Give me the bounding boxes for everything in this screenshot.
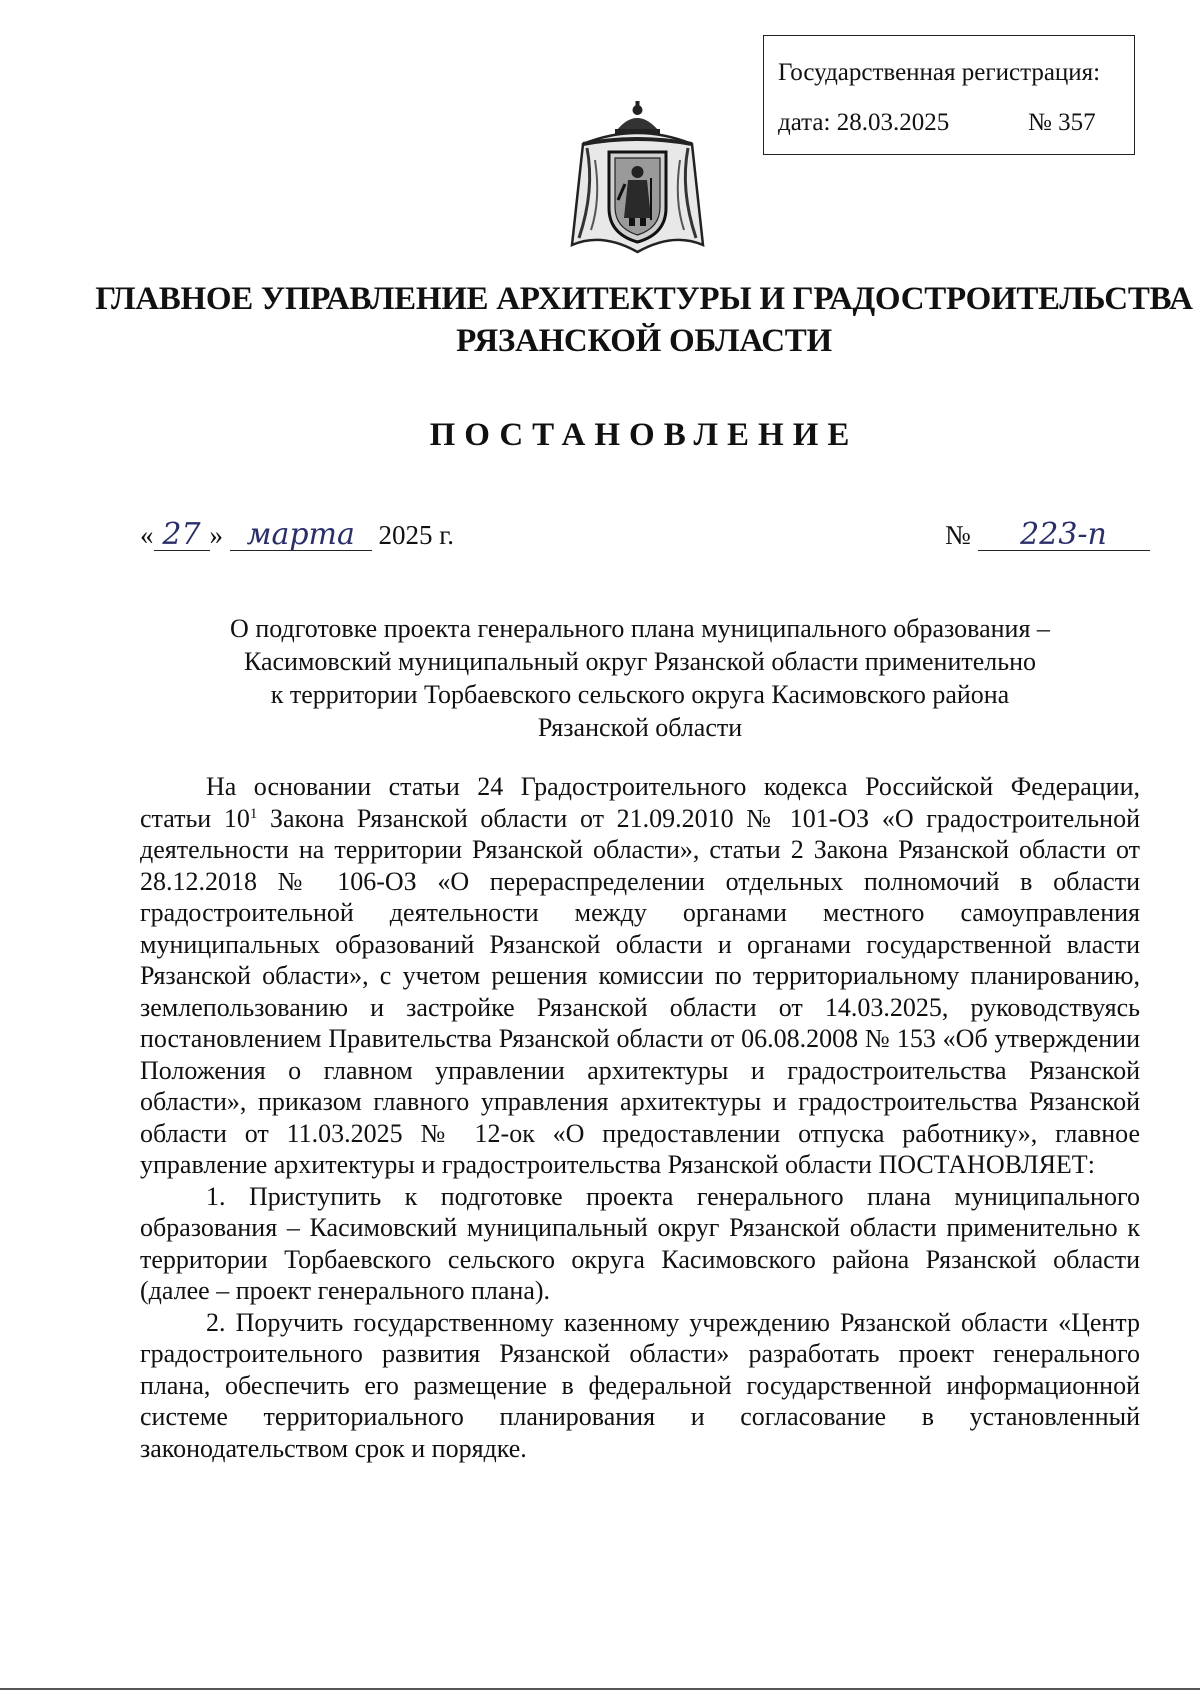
document-number-label: №	[945, 520, 971, 550]
preamble-superscript: 1	[249, 805, 258, 822]
agency-name-line2: РЯЗАНСКОЙ ОБЛАСТИ	[456, 323, 832, 359]
registration-title: Государственная регистрация:	[778, 59, 1101, 86]
registration-date: дата: 28.03.2025	[778, 109, 950, 136]
date-month-handwritten: марта	[230, 520, 372, 551]
date-open-quote: «	[140, 520, 154, 550]
document-date	[140, 517, 455, 552]
document-type: ПОСТАНОВЛЕНИЕ	[429, 417, 859, 453]
preamble-text-start: На основании статьи 24 Градостроительного кодекса Российской Федерации, статьи 10	[140, 772, 1140, 833]
registration-stamp	[763, 35, 1135, 155]
page-bottom-edge	[0, 1688, 1200, 1690]
subject-line: Касимовский муниципальный округ Рязанской области применительно	[243, 647, 1037, 676]
date-year: 2025 г.	[378, 520, 455, 550]
registration-number: № 357	[1028, 109, 1096, 136]
body-paragraph-item-1: 1. Приступить к подготовке проекта генерального плана муниципального образования – Касимовский муниципальный округ Рязанской области применительно к территории Торбаевского сельского округа Касимовского района Рязанской области (далее – проект генерального плана).	[140, 1181, 1140, 1305]
document-number	[945, 517, 1150, 552]
document-body	[140, 771, 1140, 1464]
subject-line: О подготовке проекта генерального плана муниципального образования –	[230, 614, 1050, 643]
date-day-handwritten: 27	[154, 520, 210, 551]
document-number-handwritten: 223-п	[978, 520, 1150, 551]
body-paragraph-item-2: 2. Поручить государственному казенному учреждению Рязанской области «Центр градостроительного развития Рязанской области» разработать проект генерального плана, обеспечить его размещение в федеральной государственной информационной системе территориального планирования и согласование в установленный законодательством срок и порядке.	[140, 1307, 1140, 1463]
agency-name-line1: ГЛАВНОЕ УПРАВЛЕНИЕ АРХИТЕКТУРЫ И ГРАДОСТРОИТЕЛЬСТВА	[95, 281, 1193, 317]
ryazan-coat-of-arms-icon	[565, 100, 710, 260]
date-close-quote: »	[209, 520, 223, 550]
body-paragraph-preamble	[140, 771, 1140, 1181]
subject-line: к территории Торбаевского сельского округа Касимовского района	[270, 680, 1010, 709]
agency-name	[0, 278, 1200, 362]
registration-date-row	[778, 108, 1096, 138]
preamble-text-rest: Закона Рязанской области от 21.09.2010 № 101-ОЗ «О градостроительной деятельности на территории Рязанской области», статьи 2 Закона Рязанской области от 28.12.2018 № 106-ОЗ «О перераспределении отдельных полномочий в области градостроительной деятельности между органами местного самоуправления муниципальных образований Рязанской области и органами государственной власти Рязанской области», с учетом решения комиссии по территориальному планированию, землепользованию и застройке Рязанской области от 14.03.2025, руководствуясь постановлением Правительства Рязанской области от 06.08.2008 № 153 «Об утверждении Положения о главном управлении архитектуры и градостроительства Рязанской области», приказом главного управления архитектуры и градостроительства Рязанской области от 11.03.2025 № 12-ок «О предоставлении отпуска работнику», главное управление архитектуры и градостроительства Рязанской области ПОСТАНОВЛЯЕТ:	[140, 803, 1140, 1179]
document-subject	[140, 612, 1140, 744]
subject-line: Рязанской области	[537, 713, 743, 742]
